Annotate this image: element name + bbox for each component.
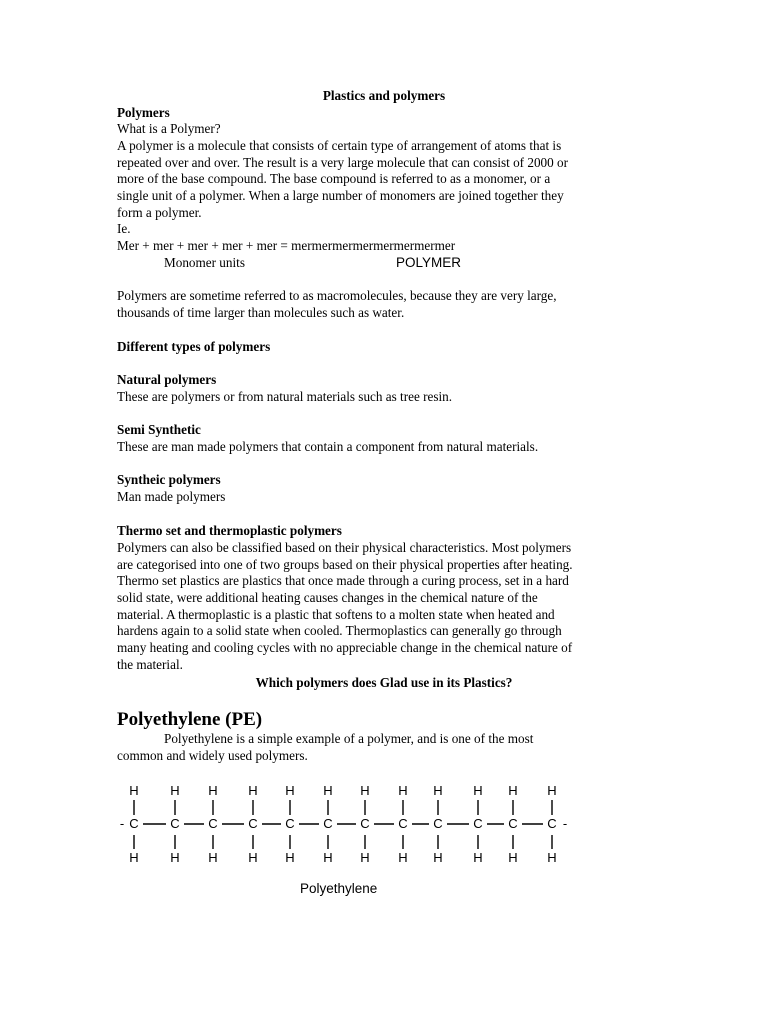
paragraph-line: many heating and cooling cycles with no appreciable change in the chemical nature of	[117, 640, 573, 655]
section-heading-polymers: Polymers	[117, 105, 170, 120]
semi-synthetic-text: These are man made polymers that contain a component from natural materials.	[117, 439, 539, 454]
subheading-semi-synthetic: Semi Synthetic	[117, 422, 201, 437]
pe-intro-line: Polyethylene is a simple example of a polymer, and is one of the most	[164, 731, 534, 746]
hydrogen-atom: H	[398, 783, 408, 798]
carbon-atom: C	[398, 816, 408, 831]
subheading-synthetic: Syntheic polymers	[117, 472, 221, 487]
hydrogen-atom: H	[360, 850, 370, 865]
polyethylene-structure-diagram	[112, 778, 582, 868]
carbon-atom: C	[433, 816, 443, 831]
chain-end-bond: -	[119, 816, 125, 831]
carbon-atom: C	[285, 816, 295, 831]
hydrogen-atom: H	[508, 783, 518, 798]
paragraph-line: material. A thermoplastic is a plastic that softens to a molten state when heated and	[117, 607, 555, 622]
paragraph-line: solid state, were additional heating causes changes in the chemical nature of the	[117, 590, 538, 605]
carbon-atom: C	[208, 816, 218, 831]
carbon-atom: C	[323, 816, 333, 831]
natural-text: These are polymers or from natural materials such as tree resin.	[117, 389, 453, 404]
hydrogen-atom: H	[433, 783, 443, 798]
hydrogen-atom: H	[285, 783, 295, 798]
hydrogen-atom: H	[323, 783, 333, 798]
hydrogen-atom: H	[473, 850, 483, 865]
paragraph-line: Polymers are sometime referred to as macromolecules, because they are very large,	[117, 288, 557, 303]
hydrogen-atom: H	[433, 850, 443, 865]
page-title: Plastics and polymers	[322, 88, 446, 103]
subheading-thermo: Thermo set and thermoplastic polymers	[117, 523, 342, 538]
paragraph-line: thousands of time larger than molecules such as water.	[117, 305, 405, 320]
polyethylene-caption: Polyethylene	[300, 881, 378, 896]
paragraph-line: the material.	[117, 657, 183, 672]
paragraph-line: repeated over and over. The result is a very large molecule that can consist of 2000 or	[117, 155, 569, 170]
subheading-natural: Natural polymers	[117, 372, 217, 387]
carbon-atom: C	[473, 816, 483, 831]
hydrogen-atom: H	[129, 850, 139, 865]
hydrogen-atom: H	[208, 850, 218, 865]
hydrogen-atom: H	[208, 783, 218, 798]
mer-equation: Mer + mer + mer + mer + mer = mermermermermermermermer	[117, 238, 456, 253]
polyethylene-heading: Polyethylene (PE)	[117, 709, 263, 730]
carbon-atom: C	[360, 816, 370, 831]
hydrogen-atom: H	[547, 783, 557, 798]
chain-end-bond: -	[562, 816, 568, 831]
carbon-atom: C	[248, 816, 258, 831]
hydrogen-atom: H	[170, 783, 180, 798]
carbon-atom: C	[170, 816, 180, 831]
ie-label: Ie.	[117, 221, 131, 236]
hydrogen-atom: H	[398, 850, 408, 865]
section-heading-types: Different types of polymers	[117, 339, 271, 354]
paragraph-line: are categorised into one of two groups based on their physical properties after heating.	[117, 557, 573, 572]
hydrogen-atom: H	[360, 783, 370, 798]
paragraph-line: single unit of a polymer. When a large number of monomers are joined together they	[117, 188, 564, 203]
paragraph-line: Thermo set plastics are plastics that once made through a curing process, set in a hard	[117, 573, 569, 588]
synthetic-text: Man made polymers	[117, 489, 226, 504]
carbon-atom: C	[508, 816, 518, 831]
carbon-atom: C	[129, 816, 139, 831]
paragraph-line: A polymer is a molecule that consists of certain type of arrangement of atoms that is	[117, 138, 562, 153]
hydrogen-atom: H	[170, 850, 180, 865]
hydrogen-atom: H	[323, 850, 333, 865]
hydrogen-atom: H	[473, 783, 483, 798]
hydrogen-atom: H	[285, 850, 295, 865]
hydrogen-atom: H	[547, 850, 557, 865]
pe-intro-line: common and widely used polymers.	[117, 748, 308, 763]
hydrogen-atom: H	[248, 850, 258, 865]
polymer-label: POLYMER	[396, 255, 462, 270]
paragraph-line: hardens again to a solid state when cooled. Thermoplastics can generally go through	[117, 623, 562, 638]
question-what-is-polymer: What is a Polymer?	[117, 121, 221, 136]
paragraph-line: more of the base compound. The base compound is referred to as a monomer, or a	[117, 171, 551, 186]
paragraph-line: form a polymer.	[117, 205, 202, 220]
hydrogen-atom: H	[129, 783, 139, 798]
carbon-atom: C	[547, 816, 557, 831]
hydrogen-atom: H	[248, 783, 258, 798]
paragraph-line: Polymers can also be classified based on their physical characteristics. Most polymers	[117, 540, 572, 555]
glad-question: Which polymers does Glad use in its Plastics?	[255, 675, 513, 690]
monomer-units-label: Monomer units	[164, 255, 245, 270]
hydrogen-atom: H	[508, 850, 518, 865]
